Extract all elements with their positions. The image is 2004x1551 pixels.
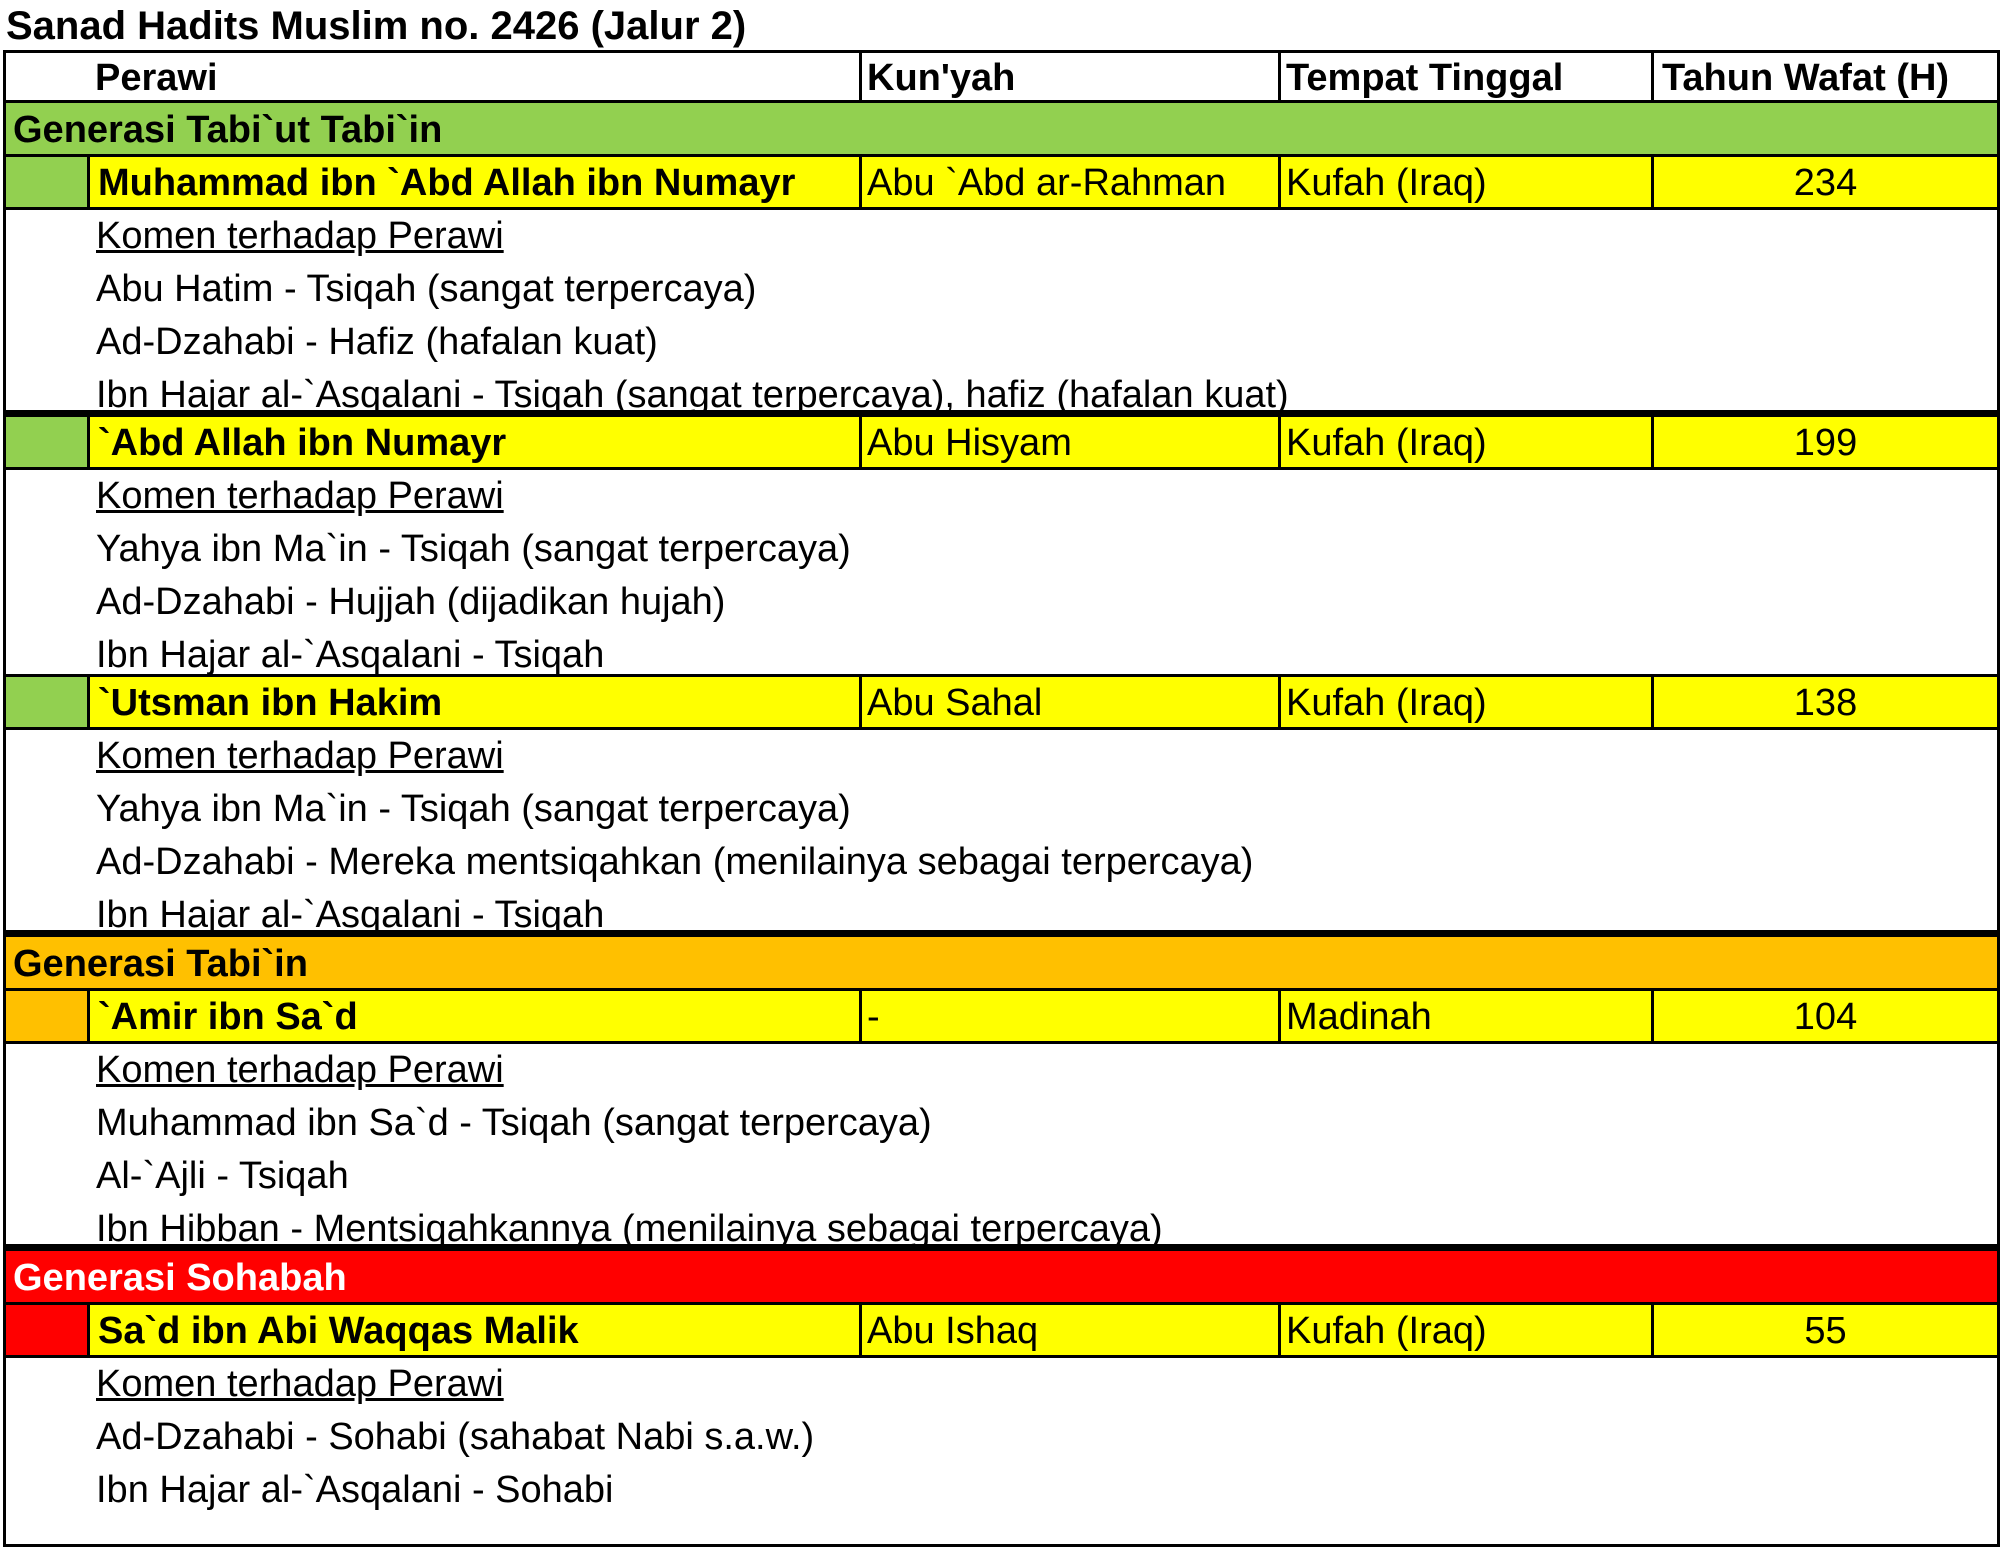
sanad-table <box>3 50 2000 1547</box>
narrator-year: 138 <box>1654 677 1997 727</box>
comment-line: Ibn Hajar al-`Asqalani - Tsiqah (sangat terpercaya), hafiz (hafalan kuat) <box>96 374 1289 416</box>
comments-header: Komen terhadap Perawi <box>96 215 504 257</box>
narrator-place: Kufah (Iraq) <box>1281 417 1654 467</box>
comment-line: Al-`Ajli - Tsiqah <box>96 1155 349 1197</box>
table-header <box>6 53 1997 103</box>
narrator-row <box>6 991 1997 1044</box>
generation-marker <box>6 991 90 1041</box>
narrator-kunyah: Abu `Abd ar-Rahman <box>862 157 1281 207</box>
generation-marker <box>6 1305 90 1355</box>
narrator-year: 199 <box>1654 417 1997 467</box>
narrator-row <box>6 677 1997 730</box>
narrator-kunyah: - <box>862 991 1281 1041</box>
generation-row-tabiin: Generasi Tabi`in <box>6 937 1997 991</box>
comments-header: Komen terhadap Perawi <box>96 1049 504 1091</box>
comment-line: Ad-Dzahabi - Mereka mentsiqahkan (menilainya sebagai terpercaya) <box>96 841 1254 883</box>
narrator-row <box>6 1305 1997 1358</box>
narrator-row <box>6 157 1997 210</box>
comment-line: Ad-Dzahabi - Sohabi (sahabat Nabi s.a.w.) <box>96 1416 815 1458</box>
comment-line: Ibn Hajar al-`Asqalani - Tsiqah <box>96 634 605 676</box>
generation-row-tabiut-tabiin: Generasi Tabi`ut Tabi`in <box>6 103 1997 157</box>
narrator-name: Sa`d ibn Abi Waqqas Malik <box>90 1305 862 1355</box>
narrator-place: Madinah <box>1281 991 1654 1041</box>
narrator-row <box>6 417 1997 470</box>
comments-header: Komen terhadap Perawi <box>96 735 504 777</box>
narrator-place: Kufah (Iraq) <box>1281 1305 1654 1355</box>
generation-marker <box>6 417 90 467</box>
narrator-year: 104 <box>1654 991 1997 1041</box>
narrator-place: Kufah (Iraq) <box>1281 677 1654 727</box>
comment-line: Ad-Dzahabi - Hujjah (dijadikan hujah) <box>96 581 726 623</box>
narrator-place: Kufah (Iraq) <box>1281 157 1654 207</box>
comment-line: Ibn Hibban - Mentsiqahkannya (menilainya sebagai terpercaya) <box>96 1208 1163 1250</box>
narrator-kunyah: Abu Sahal <box>862 677 1281 727</box>
comment-line: Ad-Dzahabi - Hafiz (hafalan kuat) <box>96 321 658 363</box>
comment-line: Yahya ibn Ma`in - Tsiqah (sangat terpercaya) <box>96 788 851 830</box>
narrator-year: 55 <box>1654 1305 1997 1355</box>
narrator-year: 234 <box>1654 157 1997 207</box>
comment-line: Ibn Hajar al-`Asqalani - Tsiqah <box>96 894 605 936</box>
comment-line: Yahya ibn Ma`in - Tsiqah (sangat terpercaya) <box>96 528 851 570</box>
narrator-kunyah: Abu Ishaq <box>862 1305 1281 1355</box>
header-spacer <box>6 53 90 100</box>
header-tempat-tinggal: Tempat Tinggal <box>1281 53 1654 100</box>
comments-header: Komen terhadap Perawi <box>96 1363 504 1405</box>
sheet-title: Sanad Hadits Muslim no. 2426 (Jalur 2) <box>6 4 747 48</box>
header-kunyah: Kun'yah <box>862 53 1281 100</box>
generation-marker <box>6 677 90 727</box>
comments-block <box>6 1044 1997 1251</box>
narrator-kunyah: Abu Hisyam <box>862 417 1281 467</box>
comments-block <box>6 1358 1997 1544</box>
comment-line: Muhammad ibn Sa`d - Tsiqah (sangat terpercaya) <box>96 1102 932 1144</box>
comments-header: Komen terhadap Perawi <box>96 475 504 517</box>
generation-row-sohabah: Generasi Sohabah <box>6 1251 1997 1305</box>
comments-block <box>6 210 1997 417</box>
header-tahun-wafat: Tahun Wafat (H) <box>1662 57 1950 99</box>
comments-block <box>6 730 1997 937</box>
narrator-name: `Utsman ibn Hakim <box>90 677 862 727</box>
narrator-name: `Abd Allah ibn Numayr <box>90 417 862 467</box>
narrator-name: Muhammad ibn `Abd Allah ibn Numayr <box>90 157 862 207</box>
comments-block <box>6 470 1997 677</box>
header-perawi: Perawi <box>90 53 862 100</box>
narrator-name: `Amir ibn Sa`d <box>90 991 862 1041</box>
comment-line: Abu Hatim - Tsiqah (sangat terpercaya) <box>96 268 757 310</box>
comment-line: Ibn Hajar al-`Asqalani - Sohabi <box>96 1469 614 1511</box>
generation-marker <box>6 157 90 207</box>
